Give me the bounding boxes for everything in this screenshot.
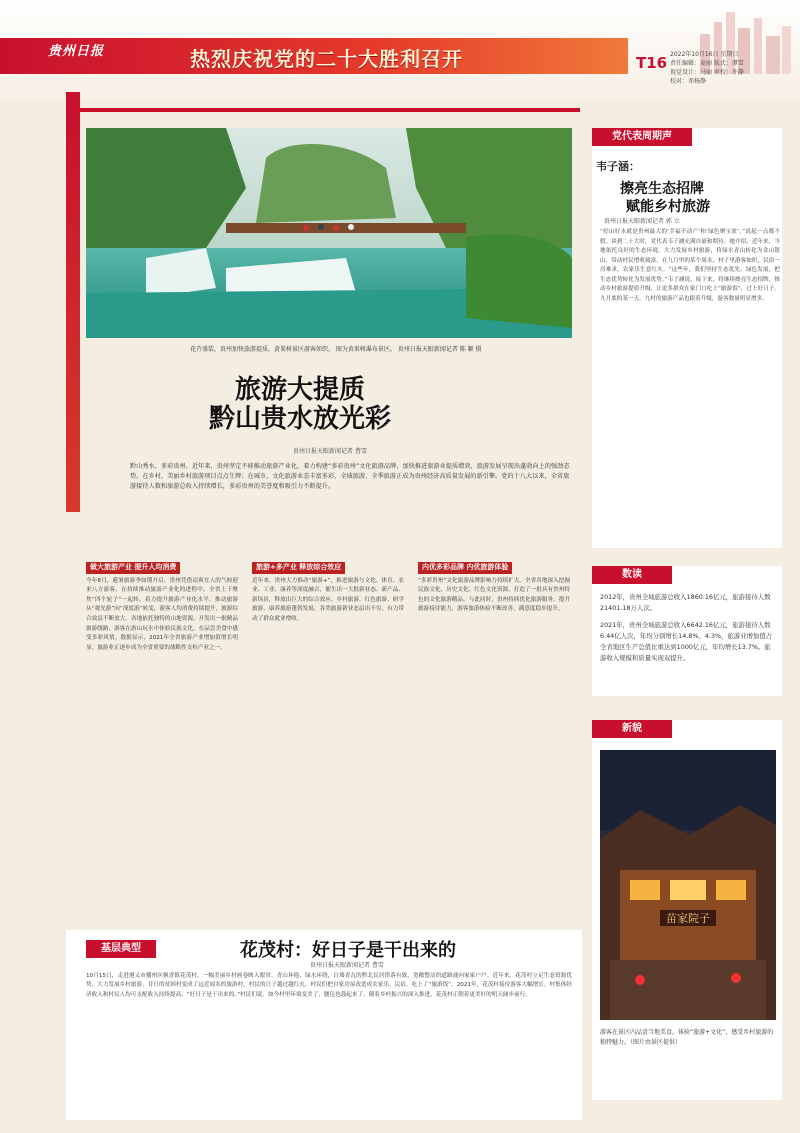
meta-line: 视觉设计：马丽 审校：许静 (670, 69, 744, 76)
body-column-1 (86, 560, 238, 940)
newspaper-logo: 贵州日报 (48, 44, 105, 59)
top-rule (70, 108, 580, 112)
photo-caption: 花卉盛装，贵州加快旅游提质，黄果树景区游客如织。 图为黄果树瀑布景区。 贵州日报天眼新闻记者 陈 颖 摄 (190, 346, 482, 353)
section-text: 近年来，贵州大力推动“旅游+”，推进旅游与文化、体育、农业、工业、康养等深度融合，催生出一大批新业态、新产品、新场景，释放出巨大的综合效应。乡村旅游、红色旅游、研学旅游、康养旅游蓬勃发展，各类旅游新业态层出不穷，有力带动了群众就业增收。 (252, 577, 404, 622)
number-item: 2012年，贵州全域旅游总收入1860.16亿元，旅游接待人数21401.18万人次。 (600, 593, 771, 612)
meta-line: 2022年10月16日 星期日 (670, 51, 739, 58)
section-text: “多彩贵州”文化旅游品牌影响力持续扩大。全省各地深入挖掘民族文化、历史文化、红色文化资源，打造了一批具有贵州特色的文化旅游精品。与此同时，贵州持续优化旅游服务，提升旅游接待能力，游客旅游体验不断改善，满意度稳步提升。 (418, 577, 570, 613)
body-column-3 (418, 560, 570, 940)
bottom-article-title: 花茂村：好日子是干出来的 (240, 940, 456, 961)
red-side-ribbon (66, 92, 80, 512)
meta-line: 校对：邓杨静 (670, 78, 707, 85)
body-column-2 (252, 560, 404, 940)
photo-sign-text: 苗家院子 (666, 912, 710, 925)
section-heading: 旅游+多产业 释放综合效应 (252, 562, 345, 574)
news-tag: 新貌 (592, 720, 672, 738)
bottom-article-text: 10月15日，走进遵义市播州区枫香镇花茂村，一幅美丽乡村画卷映入眼帘。青山环抱、绿水环绕，白墙青瓦的黔北民居错落有致，宽敞整洁的道路通向家家户户。近年来，花茂村立足生态资源优势，大力发展乡村旅游，昔日的贫困村变成了远近闻名的旅游村，村民的日子越过越红火。村民们把自家房屋改造成农家乐、民宿，吃上了“旅游饭”。2021年，花茂村接待游客大幅增长，村集体经济收入和村民人均可支配收入持续提高。“好日子是干出来的。”村民们说，如今村里环境变美了，腰包也鼓起来了。随着乡村振兴的深入推进，花茂村正朝着更美好的明天阔步前行。 (86, 973, 572, 998)
side-column-text: “好山好水就是贵州最大的‘幸福不动产’和‘绿色聚宝盆’。”说起一点都不假。谈到二十大时，党代表韦子涵充满自豪和期待。她介绍，近年来，当地依托良好的生态环境，大力发展乡村旅游，将绿水青山转化为金山银山，带动村民增收致富。在九月里的某个周末，村子里游客如织，民宿一房难求，农家乐生意红火。“这些年，我们坚持生态优先、绿色发展，把生态优势转化为发展优势。”韦子涵说，接下来，将继续擦亮生态招牌，推动乡村旅游提质升级，让更多群众在家门口吃上“旅游饭”，过上好日子。九月底的某一天，九村的旅游产品也跟着升级，游客数量明显增多。 (600, 229, 780, 302)
title-line-2: 黔山贵水放光彩 (208, 404, 391, 434)
title-line-1: 旅游大提质 (234, 375, 365, 405)
news-caption: 游客在景区内品尝当地美食，体验“旅游+文化”，感受乡村旅游的独特魅力。（图片由景区提供） (600, 1029, 774, 1046)
main-article-title (150, 376, 450, 434)
side-column-title-2: 赋能乡村旅游 (626, 199, 710, 215)
bottom-article-columns (86, 972, 572, 1112)
waterfall-photo (86, 128, 572, 338)
edition-meta (670, 50, 744, 86)
section-heading: 做大旅游产业 提升人均消费 (86, 562, 180, 574)
number-item: 2021年，贵州全域旅游总收入6642.16亿元，旅游接待人数6.44亿人次，年均分别增长14.8%、4.3%，旅游业增加值占全省地区生产总值比重达到1000亿元，年均增长13.7%。旅游收入规模和质量实现双提升。 (600, 621, 773, 662)
meta-line: 责任编辑：麦丽 版式：谭雪 (670, 60, 744, 67)
numbers-box (592, 566, 782, 696)
side-column-speaker: 韦子涵： (596, 160, 640, 173)
side-column-title-1: 擦亮生态招牌 (620, 181, 704, 197)
section-text: 今年8月，避暑旅游季如期开启，贵州凭借凉爽宜人的气候迎来八方游客。在持续推动旅游产业化的进程中，全省上下聚焦“四个轮子”一起转，着力提升旅游产业化水平，推动旅游从“观光游”向“深度游”转变，游客人均消费持续提升，旅游综合效益不断放大。各地依托独特的山地资源，开发出一批精品旅游线路，游客在游山玩水中体验民族文化，在品尝美食中感受多彩风情。数据显示，2021年全省旅游产业增加值增长明显，旅游业正逐步成为全省重要的战略性支柱产业之一。 (86, 577, 238, 651)
banner-headline: 热烈庆祝党的二十大胜利召开 (190, 47, 463, 71)
numbers-tag: 数读 (592, 566, 672, 584)
bottom-article-byline: 贵州日报天眼新闻记者 曹雪 (310, 962, 384, 969)
side-column-byline: 贵州日报天眼新闻记者 郭 立 (604, 218, 680, 225)
main-byline: 贵州日报天眼新闻记者 曹雪 (293, 448, 367, 455)
village-night-photo (600, 750, 776, 1020)
side-column-tag: 党代表周期声 (592, 128, 692, 146)
page-number: T16 (636, 54, 668, 72)
main-lead-paragraph: 黔山秀水，多彩贵州。近年来，贵州坚定不移推动旅游产业化，着力构建“多彩贵州”文化旅游品牌，加快推进旅游业提质增效，旅游发展呈现出蓬勃向上的强劲态势。在乡村，美丽乡村旅游项目点点生辉；在城市，文化旅游业态丰富多彩，全域旅游、全季旅游正成为贵州经济高质量发展的新引擎。党的十八大以来，全省旅游接待人数和旅游总收入持续增长，多彩贵州的美誉度和吸引力不断提升。 (130, 463, 570, 490)
main-body-columns (86, 560, 572, 940)
section-heading: 内优多彩品牌 内优旅游体验 (418, 562, 512, 574)
bottom-article-tag: 基层典型 (86, 940, 156, 958)
